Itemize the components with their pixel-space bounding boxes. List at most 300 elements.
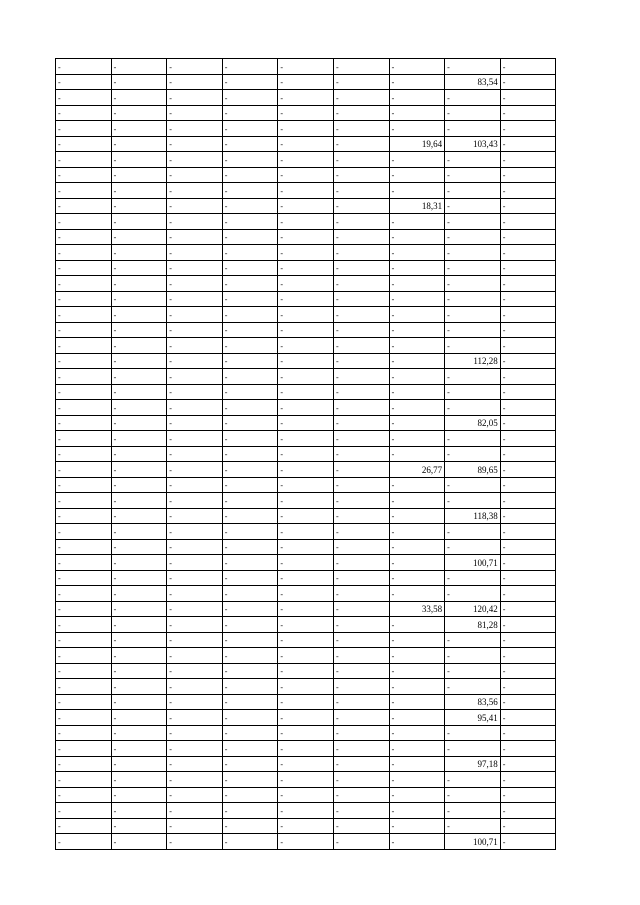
table-cell[interactable]: - xyxy=(389,121,445,137)
table-cell[interactable]: - xyxy=(167,446,223,462)
table-cell[interactable]: - xyxy=(445,524,501,540)
table-cell[interactable]: - xyxy=(278,508,334,524)
table-cell[interactable]: - xyxy=(56,741,112,757)
table-cell[interactable]: - xyxy=(167,818,223,834)
table-cell[interactable]: - xyxy=(167,121,223,137)
table-cell[interactable]: - xyxy=(111,167,167,183)
table-cell[interactable]: - xyxy=(278,291,334,307)
table-cell[interactable]: - xyxy=(333,167,389,183)
table-cell[interactable]: - xyxy=(56,462,112,478)
table-cell[interactable]: - xyxy=(111,803,167,819)
table-cell[interactable]: - xyxy=(222,462,278,478)
table-cell[interactable]: - xyxy=(445,90,501,106)
table-cell[interactable]: - xyxy=(167,245,223,261)
table-cell[interactable]: - xyxy=(333,741,389,757)
table-cell[interactable]: - xyxy=(500,152,556,168)
table-cell[interactable]: - xyxy=(56,710,112,726)
table-cell[interactable]: - xyxy=(500,384,556,400)
table-cell[interactable]: - xyxy=(333,276,389,292)
table-cell[interactable]: - xyxy=(56,260,112,276)
table-cell[interactable]: - xyxy=(445,167,501,183)
table-cell[interactable]: - xyxy=(56,586,112,602)
table-cell[interactable]: - xyxy=(333,648,389,664)
table-cell[interactable]: - xyxy=(222,152,278,168)
table-cell[interactable]: - xyxy=(56,136,112,152)
table-cell[interactable]: - xyxy=(167,508,223,524)
table-cell[interactable]: - xyxy=(56,353,112,369)
table-cell[interactable]: - xyxy=(389,756,445,772)
table-cell[interactable]: - xyxy=(333,260,389,276)
table-cell[interactable]: - xyxy=(500,493,556,509)
table-cell[interactable]: - xyxy=(389,229,445,245)
table-cell[interactable]: - xyxy=(167,725,223,741)
table-cell[interactable]: - xyxy=(500,539,556,555)
table-cell[interactable]: - xyxy=(445,787,501,803)
table-cell[interactable]: - xyxy=(167,90,223,106)
table-cell[interactable]: - xyxy=(167,477,223,493)
table-cell[interactable]: - xyxy=(333,400,389,416)
table-cell[interactable]: - xyxy=(56,291,112,307)
table-cell[interactable]: - xyxy=(111,524,167,540)
table-cell[interactable]: - xyxy=(333,74,389,90)
table-cell[interactable]: - xyxy=(389,322,445,338)
table-cell[interactable]: - xyxy=(389,415,445,431)
table-cell[interactable]: - xyxy=(278,152,334,168)
table-cell[interactable]: - xyxy=(111,679,167,695)
table-cell[interactable]: - xyxy=(56,322,112,338)
table-cell[interactable]: - xyxy=(111,586,167,602)
table-cell[interactable]: - xyxy=(222,570,278,586)
table-cell[interactable]: - xyxy=(333,136,389,152)
table-cell[interactable]: - xyxy=(278,710,334,726)
table-cell[interactable]: - xyxy=(56,694,112,710)
table-cell[interactable]: - xyxy=(56,725,112,741)
table-cell[interactable]: - xyxy=(500,818,556,834)
table-cell[interactable]: - xyxy=(56,214,112,230)
table-cell[interactable]: - xyxy=(56,663,112,679)
table-cell[interactable]: - xyxy=(278,725,334,741)
table-cell[interactable]: - xyxy=(278,369,334,385)
table-cell[interactable]: - xyxy=(500,555,556,571)
table-cell[interactable]: 100,71 xyxy=(445,555,501,571)
table-cell[interactable]: - xyxy=(333,477,389,493)
table-cell[interactable]: - xyxy=(111,663,167,679)
table-cell[interactable]: - xyxy=(389,679,445,695)
table-cell[interactable]: - xyxy=(111,710,167,726)
table-cell[interactable]: 33,58 xyxy=(389,601,445,617)
table-cell[interactable]: - xyxy=(278,121,334,137)
table-cell[interactable]: - xyxy=(333,369,389,385)
table-cell[interactable]: - xyxy=(111,772,167,788)
table-cell[interactable]: - xyxy=(333,617,389,633)
table-cell[interactable]: - xyxy=(56,415,112,431)
table-cell[interactable]: - xyxy=(222,59,278,75)
table-cell[interactable]: - xyxy=(333,787,389,803)
table-cell[interactable]: - xyxy=(278,245,334,261)
table-cell[interactable]: - xyxy=(167,167,223,183)
table-cell[interactable]: - xyxy=(445,369,501,385)
table-cell[interactable]: - xyxy=(111,260,167,276)
table-cell[interactable]: - xyxy=(278,803,334,819)
table-cell[interactable]: - xyxy=(333,508,389,524)
table-cell[interactable]: - xyxy=(500,431,556,447)
table-cell[interactable]: - xyxy=(56,384,112,400)
table-cell[interactable]: - xyxy=(167,260,223,276)
table-cell[interactable]: - xyxy=(111,59,167,75)
table-cell[interactable]: - xyxy=(500,59,556,75)
table-cell[interactable]: - xyxy=(111,121,167,137)
table-cell[interactable]: - xyxy=(111,431,167,447)
table-cell[interactable]: - xyxy=(167,803,223,819)
table-cell[interactable]: - xyxy=(111,725,167,741)
table-cell[interactable]: - xyxy=(111,493,167,509)
table-cell[interactable]: - xyxy=(500,834,556,850)
table-cell[interactable]: - xyxy=(222,803,278,819)
table-cell[interactable]: - xyxy=(222,369,278,385)
table-cell[interactable]: - xyxy=(111,539,167,555)
table-cell[interactable]: - xyxy=(278,477,334,493)
table-cell[interactable]: - xyxy=(167,710,223,726)
table-cell[interactable]: - xyxy=(389,291,445,307)
table-cell[interactable]: - xyxy=(167,322,223,338)
table-cell[interactable]: - xyxy=(389,446,445,462)
table-cell[interactable]: - xyxy=(167,617,223,633)
table-cell[interactable]: - xyxy=(278,136,334,152)
table-cell[interactable]: - xyxy=(389,710,445,726)
table-cell[interactable]: - xyxy=(56,431,112,447)
table-cell[interactable]: - xyxy=(167,415,223,431)
table-cell[interactable]: - xyxy=(167,198,223,214)
table-cell[interactable]: - xyxy=(56,601,112,617)
table-cell[interactable]: - xyxy=(333,415,389,431)
table-cell[interactable]: - xyxy=(500,477,556,493)
table-cell[interactable]: - xyxy=(222,679,278,695)
table-cell[interactable]: 18,31 xyxy=(389,198,445,214)
table-cell[interactable]: - xyxy=(278,570,334,586)
table-cell[interactable]: - xyxy=(167,74,223,90)
table-cell[interactable]: - xyxy=(445,384,501,400)
table-cell[interactable]: - xyxy=(333,183,389,199)
table-cell[interactable]: - xyxy=(167,586,223,602)
table-cell[interactable]: - xyxy=(445,648,501,664)
table-cell[interactable]: 83,54 xyxy=(445,74,501,90)
table-cell[interactable]: - xyxy=(500,601,556,617)
table-cell[interactable]: - xyxy=(500,787,556,803)
table-cell[interactable]: - xyxy=(278,214,334,230)
table-cell[interactable]: - xyxy=(56,803,112,819)
table-cell[interactable]: - xyxy=(56,555,112,571)
table-cell[interactable]: - xyxy=(167,648,223,664)
table-cell[interactable]: - xyxy=(56,787,112,803)
table-cell[interactable]: - xyxy=(222,198,278,214)
table-cell[interactable]: - xyxy=(333,446,389,462)
table-cell[interactable]: - xyxy=(222,772,278,788)
table-cell[interactable]: - xyxy=(56,152,112,168)
table-cell[interactable]: - xyxy=(167,663,223,679)
table-cell[interactable]: - xyxy=(389,338,445,354)
table-cell[interactable]: - xyxy=(389,741,445,757)
table-cell[interactable]: - xyxy=(445,493,501,509)
table-cell[interactable]: - xyxy=(56,756,112,772)
table-cell[interactable]: - xyxy=(167,229,223,245)
table-cell[interactable]: - xyxy=(111,601,167,617)
table-cell[interactable]: - xyxy=(111,229,167,245)
table-cell[interactable]: - xyxy=(389,400,445,416)
table-cell[interactable]: - xyxy=(56,198,112,214)
table-cell[interactable]: - xyxy=(167,105,223,121)
table-cell[interactable]: - xyxy=(167,555,223,571)
table-cell[interactable]: - xyxy=(222,586,278,602)
table-cell[interactable]: - xyxy=(389,260,445,276)
table-cell[interactable]: - xyxy=(222,617,278,633)
table-cell[interactable]: - xyxy=(389,663,445,679)
table-cell[interactable]: - xyxy=(500,710,556,726)
table-cell[interactable]: - xyxy=(167,214,223,230)
table-cell[interactable]: - xyxy=(389,694,445,710)
table-cell[interactable]: - xyxy=(222,183,278,199)
table-cell[interactable]: - xyxy=(389,431,445,447)
table-cell[interactable]: - xyxy=(56,90,112,106)
table-cell[interactable]: - xyxy=(445,632,501,648)
table-cell[interactable]: - xyxy=(500,400,556,416)
table-cell[interactable]: - xyxy=(278,601,334,617)
table-cell[interactable]: - xyxy=(278,384,334,400)
table-cell[interactable]: - xyxy=(111,756,167,772)
table-cell[interactable]: - xyxy=(445,818,501,834)
table-cell[interactable]: - xyxy=(56,617,112,633)
table-cell[interactable]: - xyxy=(56,229,112,245)
table-cell[interactable]: - xyxy=(222,632,278,648)
table-cell[interactable]: - xyxy=(111,462,167,478)
table-cell[interactable]: - xyxy=(500,756,556,772)
table-cell[interactable]: - xyxy=(222,834,278,850)
table-cell[interactable]: - xyxy=(222,524,278,540)
table-cell[interactable]: - xyxy=(445,446,501,462)
table-cell[interactable]: 83,56 xyxy=(445,694,501,710)
table-cell[interactable]: - xyxy=(278,431,334,447)
table-cell[interactable]: - xyxy=(111,152,167,168)
table-cell[interactable]: - xyxy=(500,725,556,741)
table-cell[interactable]: - xyxy=(111,338,167,354)
table-cell[interactable]: - xyxy=(222,741,278,757)
table-cell[interactable]: - xyxy=(111,834,167,850)
table-cell[interactable]: - xyxy=(167,369,223,385)
table-cell[interactable]: - xyxy=(56,570,112,586)
table-cell[interactable]: - xyxy=(389,353,445,369)
table-cell[interactable]: - xyxy=(500,632,556,648)
table-cell[interactable]: - xyxy=(56,338,112,354)
table-cell[interactable]: - xyxy=(56,105,112,121)
table-cell[interactable]: - xyxy=(389,369,445,385)
table-cell[interactable]: - xyxy=(278,462,334,478)
table-cell[interactable]: - xyxy=(445,477,501,493)
table-cell[interactable]: - xyxy=(167,632,223,648)
table-cell[interactable]: 95,41 xyxy=(445,710,501,726)
table-cell[interactable]: - xyxy=(222,245,278,261)
table-cell[interactable]: - xyxy=(500,570,556,586)
table-cell[interactable]: - xyxy=(389,384,445,400)
table-cell[interactable]: - xyxy=(389,834,445,850)
table-cell[interactable]: - xyxy=(111,74,167,90)
table-cell[interactable]: - xyxy=(167,570,223,586)
table-cell[interactable]: 89,65 xyxy=(445,462,501,478)
table-cell[interactable]: - xyxy=(111,198,167,214)
table-cell[interactable]: - xyxy=(222,276,278,292)
table-cell[interactable]: 26,77 xyxy=(389,462,445,478)
table-cell[interactable]: - xyxy=(333,214,389,230)
table-cell[interactable]: - xyxy=(500,415,556,431)
table-cell[interactable]: - xyxy=(278,307,334,323)
table-cell[interactable]: - xyxy=(500,322,556,338)
table-cell[interactable]: - xyxy=(333,338,389,354)
table-cell[interactable]: - xyxy=(500,167,556,183)
table-cell[interactable]: - xyxy=(278,756,334,772)
table-cell[interactable]: - xyxy=(500,121,556,137)
table-cell[interactable]: - xyxy=(389,105,445,121)
table-cell[interactable]: - xyxy=(222,229,278,245)
table-cell[interactable]: - xyxy=(278,741,334,757)
table-cell[interactable]: - xyxy=(445,570,501,586)
table-cell[interactable]: - xyxy=(167,601,223,617)
table-cell[interactable]: - xyxy=(56,679,112,695)
table-cell[interactable]: - xyxy=(167,834,223,850)
table-cell[interactable]: - xyxy=(167,183,223,199)
table-cell[interactable]: - xyxy=(56,834,112,850)
table-cell[interactable]: - xyxy=(111,787,167,803)
table-cell[interactable]: - xyxy=(222,446,278,462)
table-cell[interactable]: - xyxy=(389,276,445,292)
table-cell[interactable]: - xyxy=(111,276,167,292)
table-cell[interactable]: - xyxy=(167,772,223,788)
table-cell[interactable]: - xyxy=(445,431,501,447)
table-cell[interactable]: - xyxy=(278,539,334,555)
table-cell[interactable]: - xyxy=(111,307,167,323)
table-cell[interactable]: - xyxy=(333,710,389,726)
table-cell[interactable]: - xyxy=(278,586,334,602)
table-cell[interactable]: - xyxy=(333,570,389,586)
table-cell[interactable]: - xyxy=(333,229,389,245)
table-cell[interactable]: - xyxy=(56,493,112,509)
table-cell[interactable]: - xyxy=(389,167,445,183)
table-cell[interactable]: - xyxy=(222,555,278,571)
table-cell[interactable]: - xyxy=(333,152,389,168)
table-cell[interactable]: - xyxy=(222,477,278,493)
table-cell[interactable]: - xyxy=(111,446,167,462)
table-cell[interactable]: - xyxy=(56,446,112,462)
table-cell[interactable]: - xyxy=(167,524,223,540)
table-cell[interactable]: - xyxy=(278,632,334,648)
table-cell[interactable]: - xyxy=(111,694,167,710)
table-cell[interactable]: - xyxy=(445,229,501,245)
table-cell[interactable]: - xyxy=(333,307,389,323)
table-cell[interactable]: - xyxy=(500,679,556,695)
table-cell[interactable]: - xyxy=(389,539,445,555)
table-cell[interactable]: - xyxy=(445,741,501,757)
table-cell[interactable]: - xyxy=(56,632,112,648)
table-cell[interactable]: - xyxy=(222,601,278,617)
table-cell[interactable]: - xyxy=(167,384,223,400)
table-cell[interactable]: - xyxy=(56,276,112,292)
table-cell[interactable]: - xyxy=(222,338,278,354)
table-cell[interactable]: - xyxy=(445,725,501,741)
table-cell[interactable]: - xyxy=(222,90,278,106)
table-cell[interactable]: - xyxy=(333,555,389,571)
table-cell[interactable]: - xyxy=(56,74,112,90)
table-cell[interactable]: - xyxy=(500,198,556,214)
table-cell[interactable]: - xyxy=(222,291,278,307)
table-cell[interactable]: - xyxy=(56,167,112,183)
table-cell[interactable]: - xyxy=(500,74,556,90)
table-cell[interactable]: - xyxy=(500,291,556,307)
table-cell[interactable]: - xyxy=(500,136,556,152)
table-cell[interactable]: - xyxy=(278,276,334,292)
table-cell[interactable]: - xyxy=(222,431,278,447)
table-cell[interactable]: - xyxy=(333,772,389,788)
table-cell[interactable]: - xyxy=(389,183,445,199)
table-cell[interactable]: - xyxy=(167,431,223,447)
table-cell[interactable]: - xyxy=(500,694,556,710)
table-cell[interactable]: - xyxy=(278,663,334,679)
table-cell[interactable]: - xyxy=(333,105,389,121)
table-cell[interactable]: - xyxy=(333,756,389,772)
table-cell[interactable]: - xyxy=(333,679,389,695)
table-cell[interactable]: - xyxy=(56,772,112,788)
table-cell[interactable]: - xyxy=(445,183,501,199)
table-cell[interactable]: - xyxy=(500,245,556,261)
table-cell[interactable]: - xyxy=(333,539,389,555)
table-cell[interactable]: - xyxy=(333,198,389,214)
table-cell[interactable]: - xyxy=(111,818,167,834)
table-cell[interactable]: - xyxy=(445,322,501,338)
table-cell[interactable]: - xyxy=(445,772,501,788)
table-cell[interactable]: - xyxy=(222,787,278,803)
table-cell[interactable]: - xyxy=(389,307,445,323)
table-cell[interactable]: - xyxy=(111,741,167,757)
table-cell[interactable]: - xyxy=(111,632,167,648)
table-cell[interactable]: - xyxy=(278,353,334,369)
table-cell[interactable]: - xyxy=(111,369,167,385)
table-cell[interactable]: - xyxy=(333,834,389,850)
table-cell[interactable]: - xyxy=(389,818,445,834)
table-cell[interactable]: 112,28 xyxy=(445,353,501,369)
table-cell[interactable]: - xyxy=(167,152,223,168)
table-cell[interactable]: - xyxy=(167,462,223,478)
table-cell[interactable]: - xyxy=(56,524,112,540)
table-cell[interactable]: - xyxy=(111,570,167,586)
table-cell[interactable]: - xyxy=(445,586,501,602)
table-cell[interactable]: - xyxy=(500,260,556,276)
table-cell[interactable]: - xyxy=(278,648,334,664)
table-cell[interactable]: - xyxy=(222,663,278,679)
table-cell[interactable]: - xyxy=(111,90,167,106)
table-cell[interactable]: - xyxy=(56,539,112,555)
table-cell[interactable]: - xyxy=(333,121,389,137)
table-cell[interactable]: - xyxy=(333,353,389,369)
table-cell[interactable]: - xyxy=(333,90,389,106)
table-cell[interactable]: - xyxy=(222,648,278,664)
table-cell[interactable]: 19,64 xyxy=(389,136,445,152)
table-cell[interactable]: - xyxy=(333,384,389,400)
table-cell[interactable]: - xyxy=(278,617,334,633)
table-cell[interactable]: - xyxy=(56,307,112,323)
table-cell[interactable]: - xyxy=(222,493,278,509)
table-cell[interactable]: - xyxy=(445,214,501,230)
table-cell[interactable]: - xyxy=(167,307,223,323)
table-cell[interactable]: - xyxy=(333,632,389,648)
table-cell[interactable]: - xyxy=(56,508,112,524)
table-cell[interactable]: - xyxy=(445,291,501,307)
table-cell[interactable]: - xyxy=(445,539,501,555)
